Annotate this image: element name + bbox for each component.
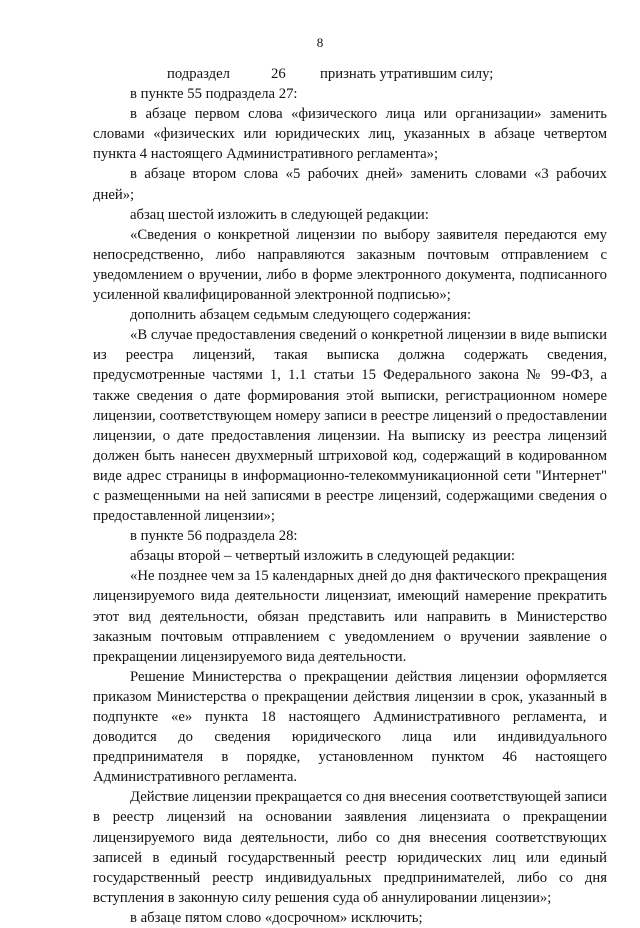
paragraph: Решение Министерства о прекращении действия лицензии оформляется приказом Министерства о прекращении действия лицензии в срок, указанный в подпункте «е» пункта 18 настоящего Административного регламента, и доводится до сведения юридического лица или индивидуального предпринимателя в порядке, установленном пунктом 46 настоящего Административного регламента. [93,668,607,786]
paragraph: дополнить абзацем седьмым следующего содержания: [130,307,472,324]
paragraph: в абзаце первом слова «физического лица или организации» заменить словами «физических или юридических лиц, указанных в абзаце четвертом пункта 4 настоящего Административного регламента»; [93,106,607,163]
paragraph: в пункте 55 подраздела 27: [130,86,298,103]
paragraph: в абзаце втором слова «5 рабочих дней» заменить словами «3 рабочих дней»; [93,166,607,203]
paragraph: «В случае предоставления сведений о конкретной лицензии в виде выписки из реестра лицензий, такая выписка должна содержать сведения, предусмотренные частями 1, 1.1 статьи 15 Федерального закона № 99-ФЗ, а также сведения о дате формирования этой выписки, регистрационном номере лицензии, соответствующем номеру записи в реестре лицензий о предоставлении лицензии, о дате предоставления лицензии. На выписку из реестра лицензий должен быть нанесен двухмерный штриховой код, содержащий в кодированном виде адрес страницы в информационно-телекоммуникационной сети "Интернет" с размещенными на ней записями в реестре лицензий, содержащими сведения о предоставленной лицензии»; [93,327,607,525]
subsection-number: 26 [271,66,286,82]
paragraph: абзацы второй – четвертый изложить в следующей редакции: [130,548,515,565]
paragraph: Действие лицензии прекращается со дня внесения соответствующей записи в реестр лицензий на основании заявления лицензиата о прекращении лицензируемого вида деятельности, либо со дня внесения соответствующих записей в единый государственный реестр юридических лиц или единый государственный реестр индивидуальных предпринимателей, либо со дня вступления в законную силу решения суда об аннулировании лицензии»; [93,789,607,906]
page-number: 8 [316,35,324,50]
subsection-action: признать утратившим силу; [320,66,494,82]
paragraph: «Не позднее чем за 15 календарных дней до дня фактического прекращения лицензируемого вида деятельности лицензиат, имеющий намерение прекратить этот вид деятельности, обязан представить или направить в Министерство заказным почтовым отправлением с уведомлением о вручении заявление о прекращении лицензируемого вида деятельности. [93,568,607,665]
subsection-word: подраздел [167,66,230,82]
paragraph: в абзаце пятом слово «досрочном» исключить; [130,909,423,926]
paragraph: «Сведения о конкретной лицензии по выбору заявителя передаются ему непосредственно, либо направляются заказным почтовым отправлением с уведомлением о вручении, либо в форме электронного документа, подписанного усиленной квалифицированной электронной подписью»; [93,226,607,304]
paragraph: в пункте 56 подраздела 28: [130,528,298,545]
document-body [93,64,607,928]
paragraph: абзац шестой изложить в следующей редакции: [130,206,429,223]
subsection-26-line [93,64,607,84]
